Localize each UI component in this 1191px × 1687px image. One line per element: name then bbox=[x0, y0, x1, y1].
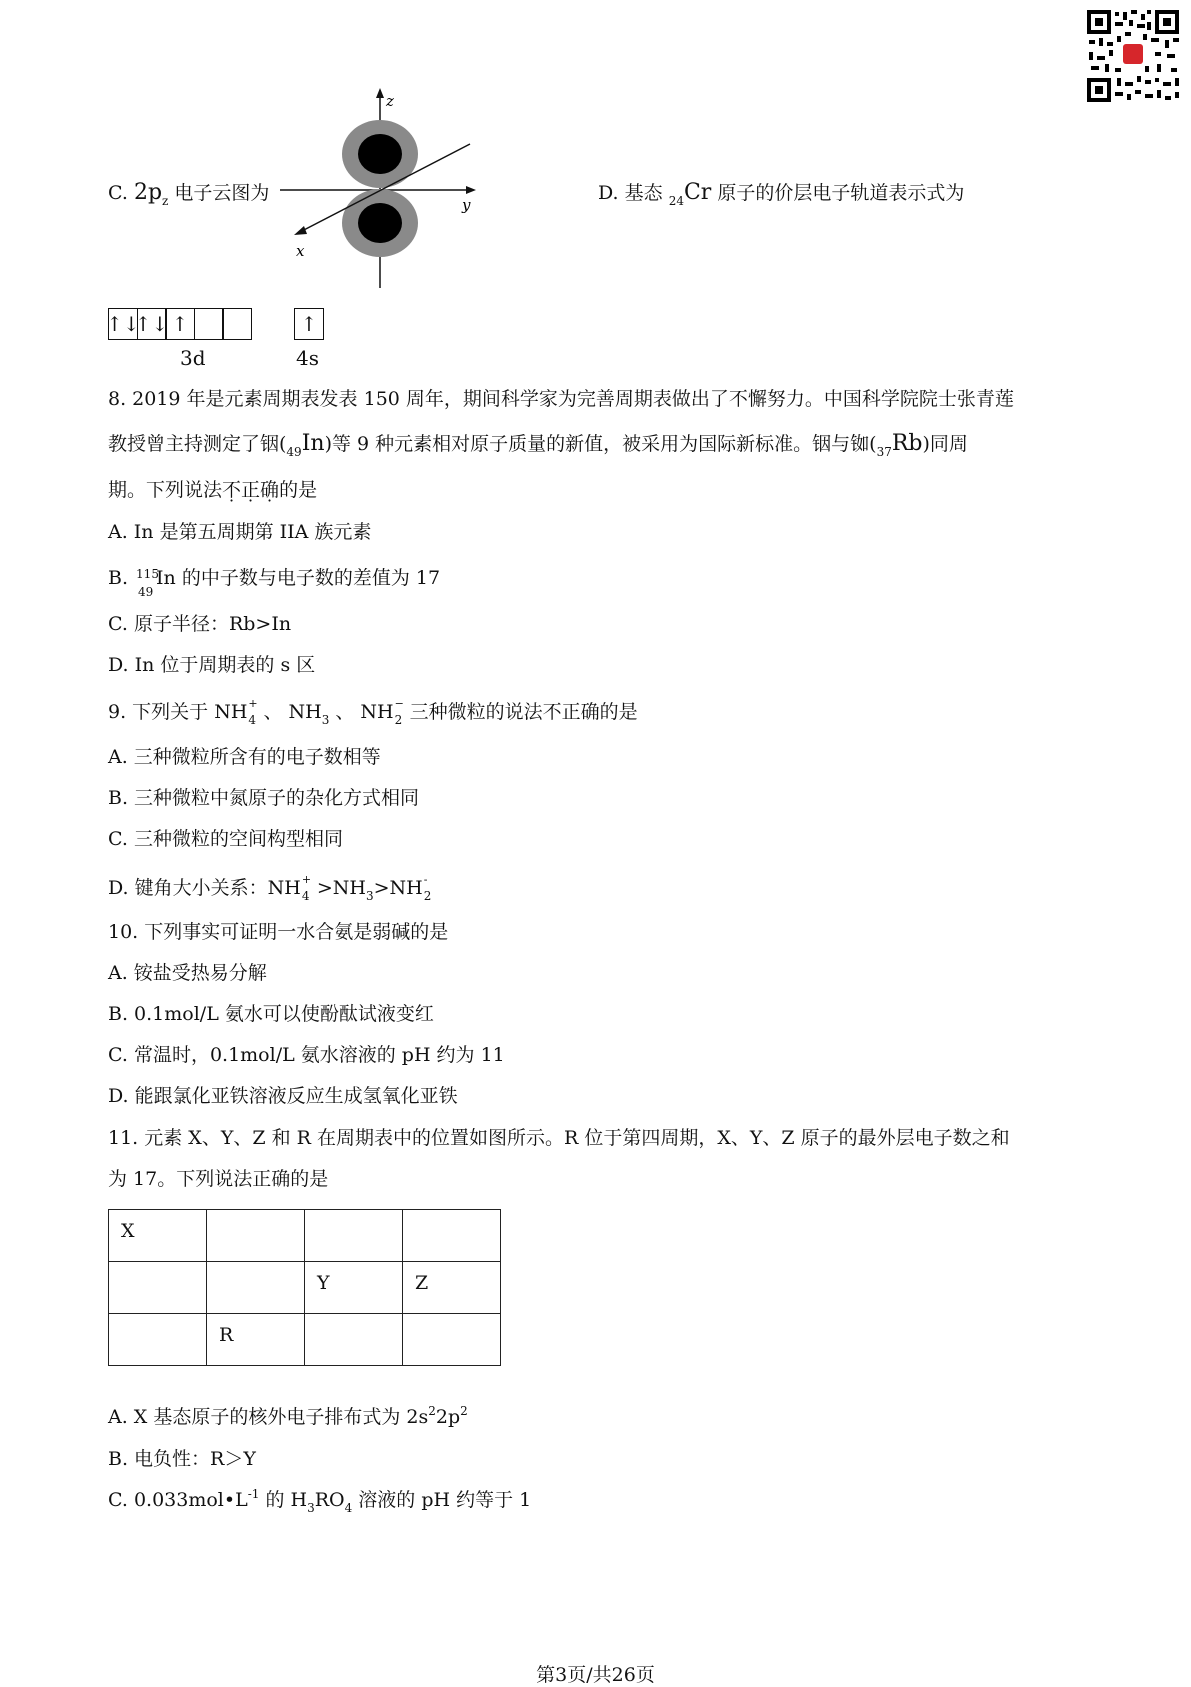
axis-y-label: y bbox=[462, 196, 471, 214]
q10-option-c: C. 常温时，0.1mol/L 氨水溶液的 pH 约为 11 bbox=[108, 1044, 505, 1066]
table-cell: X bbox=[109, 1210, 207, 1262]
q8-option-a: A. In 是第五周期第 IIA 族元素 bbox=[108, 521, 372, 543]
table-cell bbox=[305, 1210, 403, 1262]
table-cell bbox=[109, 1262, 207, 1314]
periodic-position-table bbox=[108, 1209, 501, 1366]
table-row bbox=[109, 1314, 501, 1366]
orbital-boxes-4s bbox=[294, 308, 324, 340]
orbital-box: ↑↓ bbox=[108, 308, 138, 340]
q7-option-c: C. $2p_z$ 电子云图为 bbox=[108, 180, 270, 208]
q8-option-d: D. In 位于周期表的 s 区 bbox=[108, 654, 316, 676]
q8-stem-line2: 教授曾主持测定了铟$(_{49}In)$等 9 种元素相对原子质量的新值，被采用为国际新标准。铟与铷$(_{37}Rb)$同周 bbox=[108, 431, 968, 459]
table-cell: Z bbox=[403, 1262, 501, 1314]
q10-option-b: B. 0.1mol/L 氨水可以使酚酞试液变红 bbox=[108, 1003, 434, 1025]
orbital-boxes-3d bbox=[108, 308, 252, 340]
table-cell: R bbox=[207, 1314, 305, 1366]
q11-option-b: B. 电负性：R＞Y bbox=[108, 1448, 256, 1470]
q9-option-d: D. 键角大小关系：NH + 4 $>NH_3>NH$ - 2 bbox=[108, 873, 432, 903]
q9-option-c: C. 三种微粒的空间构型相同 bbox=[108, 828, 343, 850]
q11-stem-line2: 为 17。下列说法正确的是 bbox=[108, 1168, 329, 1190]
table-cell: Y bbox=[305, 1262, 403, 1314]
q10-stem: 10. 下列事实可证明一水合氨是弱碱的是 bbox=[108, 921, 449, 943]
q7-option-d: D. 基态 $_{24}$Cr 原子的价层电子轨道表示式为 bbox=[598, 180, 965, 208]
table-cell bbox=[109, 1314, 207, 1366]
q9-option-a: A. 三种微粒所含有的电子数相等 bbox=[108, 746, 381, 768]
orbital-box bbox=[222, 308, 252, 340]
q10-option-a: A. 铵盐受热易分解 bbox=[108, 962, 267, 984]
q8-option-c: C. 原子半径：Rb>In bbox=[108, 613, 292, 635]
page-number-footer: 第3页/共26页 bbox=[536, 1664, 655, 1686]
axis-z-label: z bbox=[386, 92, 394, 110]
qr-code-icon bbox=[1085, 8, 1181, 104]
orbital-label-4s: 4s bbox=[296, 346, 319, 370]
table-row bbox=[109, 1210, 501, 1262]
table-row bbox=[109, 1262, 501, 1314]
orbital-box: ↑↓ bbox=[137, 308, 167, 340]
orbital-box: ↑ bbox=[294, 308, 324, 340]
q10-option-d: D. 能跟氯化亚铁溶液反应生成氢氧化亚铁 bbox=[108, 1085, 458, 1107]
axis-x-label: x bbox=[296, 242, 305, 260]
q9-stem: 9. 下列关于 NH + 4 、 $NH_3$ 、 NH − 2 三种微粒的说法不正确的是 bbox=[108, 697, 638, 727]
orbital-box: ↑ bbox=[165, 308, 195, 340]
table-cell bbox=[403, 1210, 501, 1262]
q8-stem-line1: 8. 2019 年是元素周期表发表 150 周年，期间科学家为完善周期表做出了不懈努力。中国科学院院士张青莲 bbox=[108, 388, 1014, 410]
2pz-electron-cloud-diagram bbox=[280, 88, 500, 292]
table-cell bbox=[305, 1314, 403, 1366]
q11-option-c: C. $0.033mol•L^{-1}$ 的 $H_3RO_4$ 溶液的 pH 约等于 1 bbox=[108, 1487, 532, 1515]
table-cell bbox=[207, 1262, 305, 1314]
table-cell bbox=[207, 1210, 305, 1262]
q9-option-b: B. 三种微粒中氮原子的杂化方式相同 bbox=[108, 787, 420, 809]
q8-option-b: B. 115 49 In 的中子数与电子数的差值为 17 bbox=[108, 567, 441, 599]
q11-option-a: A. X 基态原子的核外电子排布式为 $2s^22p^2$ bbox=[108, 1404, 468, 1428]
orbital-box bbox=[194, 308, 224, 340]
table-cell bbox=[403, 1314, 501, 1366]
q8-stem-line3: 期。下列说法不正确的是 bbox=[108, 479, 318, 501]
q11-stem-line1: 11. 元素 X、Y、Z 和 R 在周期表中的位置如图所示。R 位于第四周期，X、Y、Z 原子的最外层电子数之和 bbox=[108, 1127, 1010, 1149]
qr-logo-badge bbox=[1123, 44, 1143, 64]
orbital-label-3d: 3d bbox=[180, 346, 206, 370]
